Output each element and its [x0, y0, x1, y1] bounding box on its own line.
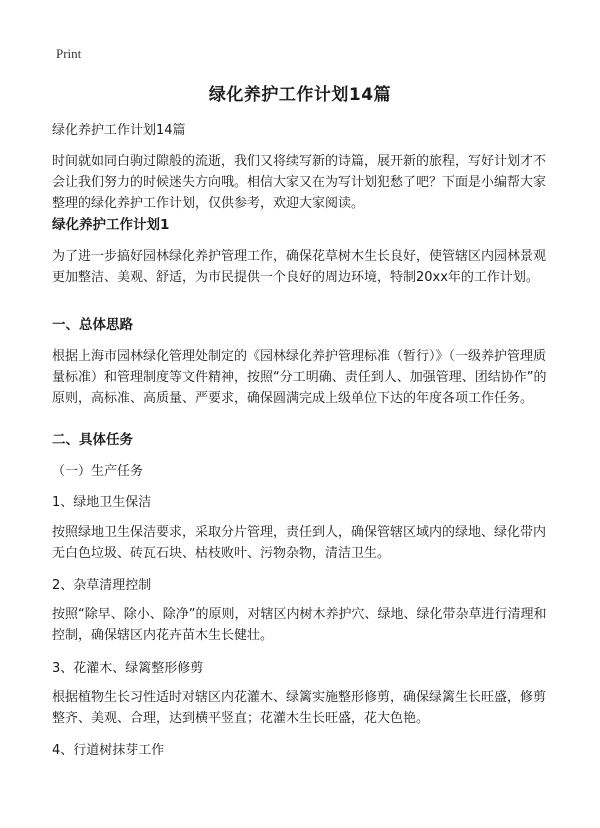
- item2-paragraph: 按照“除早、除小、除净”的原则，对辖区内树木养护穴、绿地、绿化带杂草进行清理和控制，确保辖区内花卉苗木生长健壮。: [52, 607, 547, 643]
- subtitle-block: [52, 120, 554, 141]
- heading-tasks-block: [52, 430, 554, 451]
- item1-block: [52, 522, 554, 564]
- intro-block: [52, 151, 554, 214]
- intro-paragraph: 时间就如同白驹过隙般的流逝，我们又将续写新的诗篇，展开新的旅程，写好计划才不会让我们努力的时候迷失方向哦。相信大家又在为写计划犯愁了吧？下面是小编帮大家整理的绿化养护工作计划，仅供参考，欢迎大家阅读。: [52, 154, 547, 211]
- section1-block: [52, 246, 554, 288]
- item3-block: [52, 687, 554, 729]
- subtitle: 绿化养护工作计划14篇: [52, 123, 186, 138]
- section1-paragraph: 为了进一步搞好园林绿化养护管理工作，确保花草树木生长良好，使管辖区内园林景观更加整洁、美观、舒适，为市民提供一个良好的周边环境，特制20xx年的工作计划。: [52, 249, 547, 285]
- heading-overall: 一、总体思路: [52, 317, 133, 333]
- heading-overall-block: [52, 315, 554, 336]
- item3-paragraph: 根据植物生长习性适时对辖区内花灌木、绿篱实施整形修剪，确保绿篱生长旺盛，修剪整齐、美观、合理，达到横平竖直；花灌木生长旺盛，花大色艳。: [52, 690, 547, 726]
- section1-heading-block: [52, 215, 554, 236]
- item1-title-block: [52, 492, 554, 513]
- item2-title: 2、杂草清理控制: [52, 578, 152, 593]
- print-label: Print: [56, 46, 82, 61]
- heading-tasks: 二、具体任务: [52, 432, 133, 448]
- item3-title: 3、花灌木、绿篱整形修剪: [52, 661, 204, 676]
- item1-title: 1、绿地卫生保洁: [52, 495, 152, 510]
- section1-heading: 绿化养护工作计划1: [52, 217, 170, 233]
- overall-paragraph: 根据上海市园林绿化管理处制定的《园林绿化养护管理标准（暂行）》（一级养护管理质量标准）和管理制度等文件精神，按照“分工明确、责任到人、加强管理、团结协作”的原则，高标准、高质量、严要求，确保圆满完成上级单位下达的年度各项工作任务。: [52, 349, 547, 406]
- item2-title-block: [52, 575, 554, 596]
- sub-production: （一）生产任务: [52, 464, 144, 479]
- item2-block: [52, 604, 554, 646]
- item1-paragraph: 按照绿地卫生保洁要求，采取分片管理，责任到人，确保管辖区域内的绿地、绿化带内无白色垃圾、砖瓦石块、枯枝败叶、污物杂物，清洁卫生。: [52, 525, 547, 561]
- item4-title-block: [52, 740, 554, 761]
- item3-title-block: [52, 658, 554, 679]
- item4-title: 4、行道树抹芽工作: [52, 743, 165, 758]
- overall-block: [52, 346, 554, 409]
- document-title: 绿化养护工作计划14篇: [208, 85, 392, 105]
- sub-production-block: [52, 461, 554, 482]
